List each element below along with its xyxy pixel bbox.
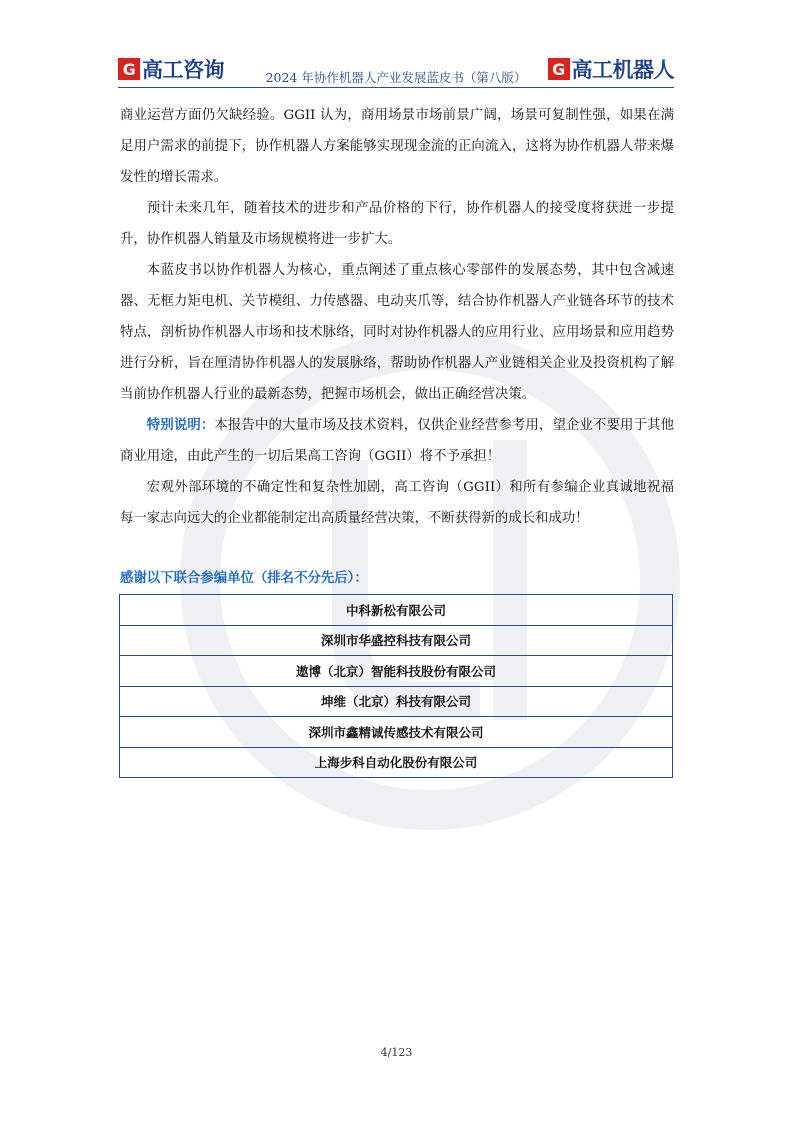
paragraph-2: 预计未来几年，随着技术的进步和产品价格的下行，协作机器人的接受度将获进一步提升，协作机器人销量及市场规模将进一步扩大。 (120, 201, 674, 247)
company-name: 遨博（北京）智能科技股份有限公司 (120, 656, 673, 687)
g-logo-icon: G (118, 58, 140, 80)
company-name: 中科新松有限公司 (120, 595, 673, 626)
company-name: 深圳市鑫精诚传感技术有限公司 (120, 717, 673, 748)
paragraph-3: 本蓝皮书以协作机器人为核心，重点阐述了重点核心零部件的发展态势，其中包含减速器、无框力矩电机、关节模组、力传感器、电动夹爪等，结合协作机器人产业链各环节的技术特点，剖析协作机器人市场和技术脉络，同时对协作机器人的应用行业、应用场景和应用趋势进行分析，旨在厘清协作机器人的发展脉络，帮助协作机器人产业链相关企业及投资机构了解当前协作机器人行业的最新态势，把握市场机会，做出正确经营决策。 (120, 263, 674, 402)
report-title: 2024 年协作机器人产业发展蓝皮书（第八版） (265, 70, 527, 85)
table-row (120, 686, 673, 717)
paragraph-1: 商业运营方面仍欠缺经验。GGII 认为，商用场景市场前景广阔，场景可复制性强，如果在满足用户需求的前提下，协作机器人方案能够实现现金流的正向流入，这将为协作机器人带来爆发性的增长需求。 (120, 108, 674, 185)
company-name: 上海步科自动化股份有限公司 (120, 747, 673, 778)
g-logo-icon: G (548, 58, 570, 80)
table-row (120, 717, 673, 748)
main-content (120, 100, 674, 534)
table-row (120, 625, 673, 656)
table-row (120, 747, 673, 778)
paragraph-5: 宏观外部环境的不确定性和复杂性加剧，高工咨询（GGII）和所有参编企业真诚地祝福每一家志向远大的企业都能制定出高质量经营决策，不断获得新的成长和成功！ (120, 480, 674, 526)
table-row (120, 595, 673, 626)
thanks-heading: 感谢以下联合参编单位（排名不分先后）： (120, 571, 368, 586)
logo-left-text: 高工咨询 (142, 58, 224, 82)
gaogong-robot-logo (548, 56, 675, 82)
page-number: 4/123 (380, 1046, 413, 1059)
paragraph-special-note (120, 410, 674, 472)
co-editor-table (119, 594, 673, 778)
page-header (118, 56, 674, 86)
special-note-text: 本报告中的大量市场及技术资料，仅供企业经营参考用，望企业不要用于其他商业用途，由此产生的一切后果高工咨询（GGII）将不予承担！ (120, 418, 674, 464)
company-name: 坤维（北京）科技有限公司 (120, 686, 673, 717)
header-divider (118, 87, 674, 88)
company-name: 深圳市华盛控科技有限公司 (120, 625, 673, 656)
logo-right-text: 高工机器人 (571, 58, 674, 82)
special-note-label: 特别说明： (146, 417, 215, 433)
table-row (120, 656, 673, 687)
